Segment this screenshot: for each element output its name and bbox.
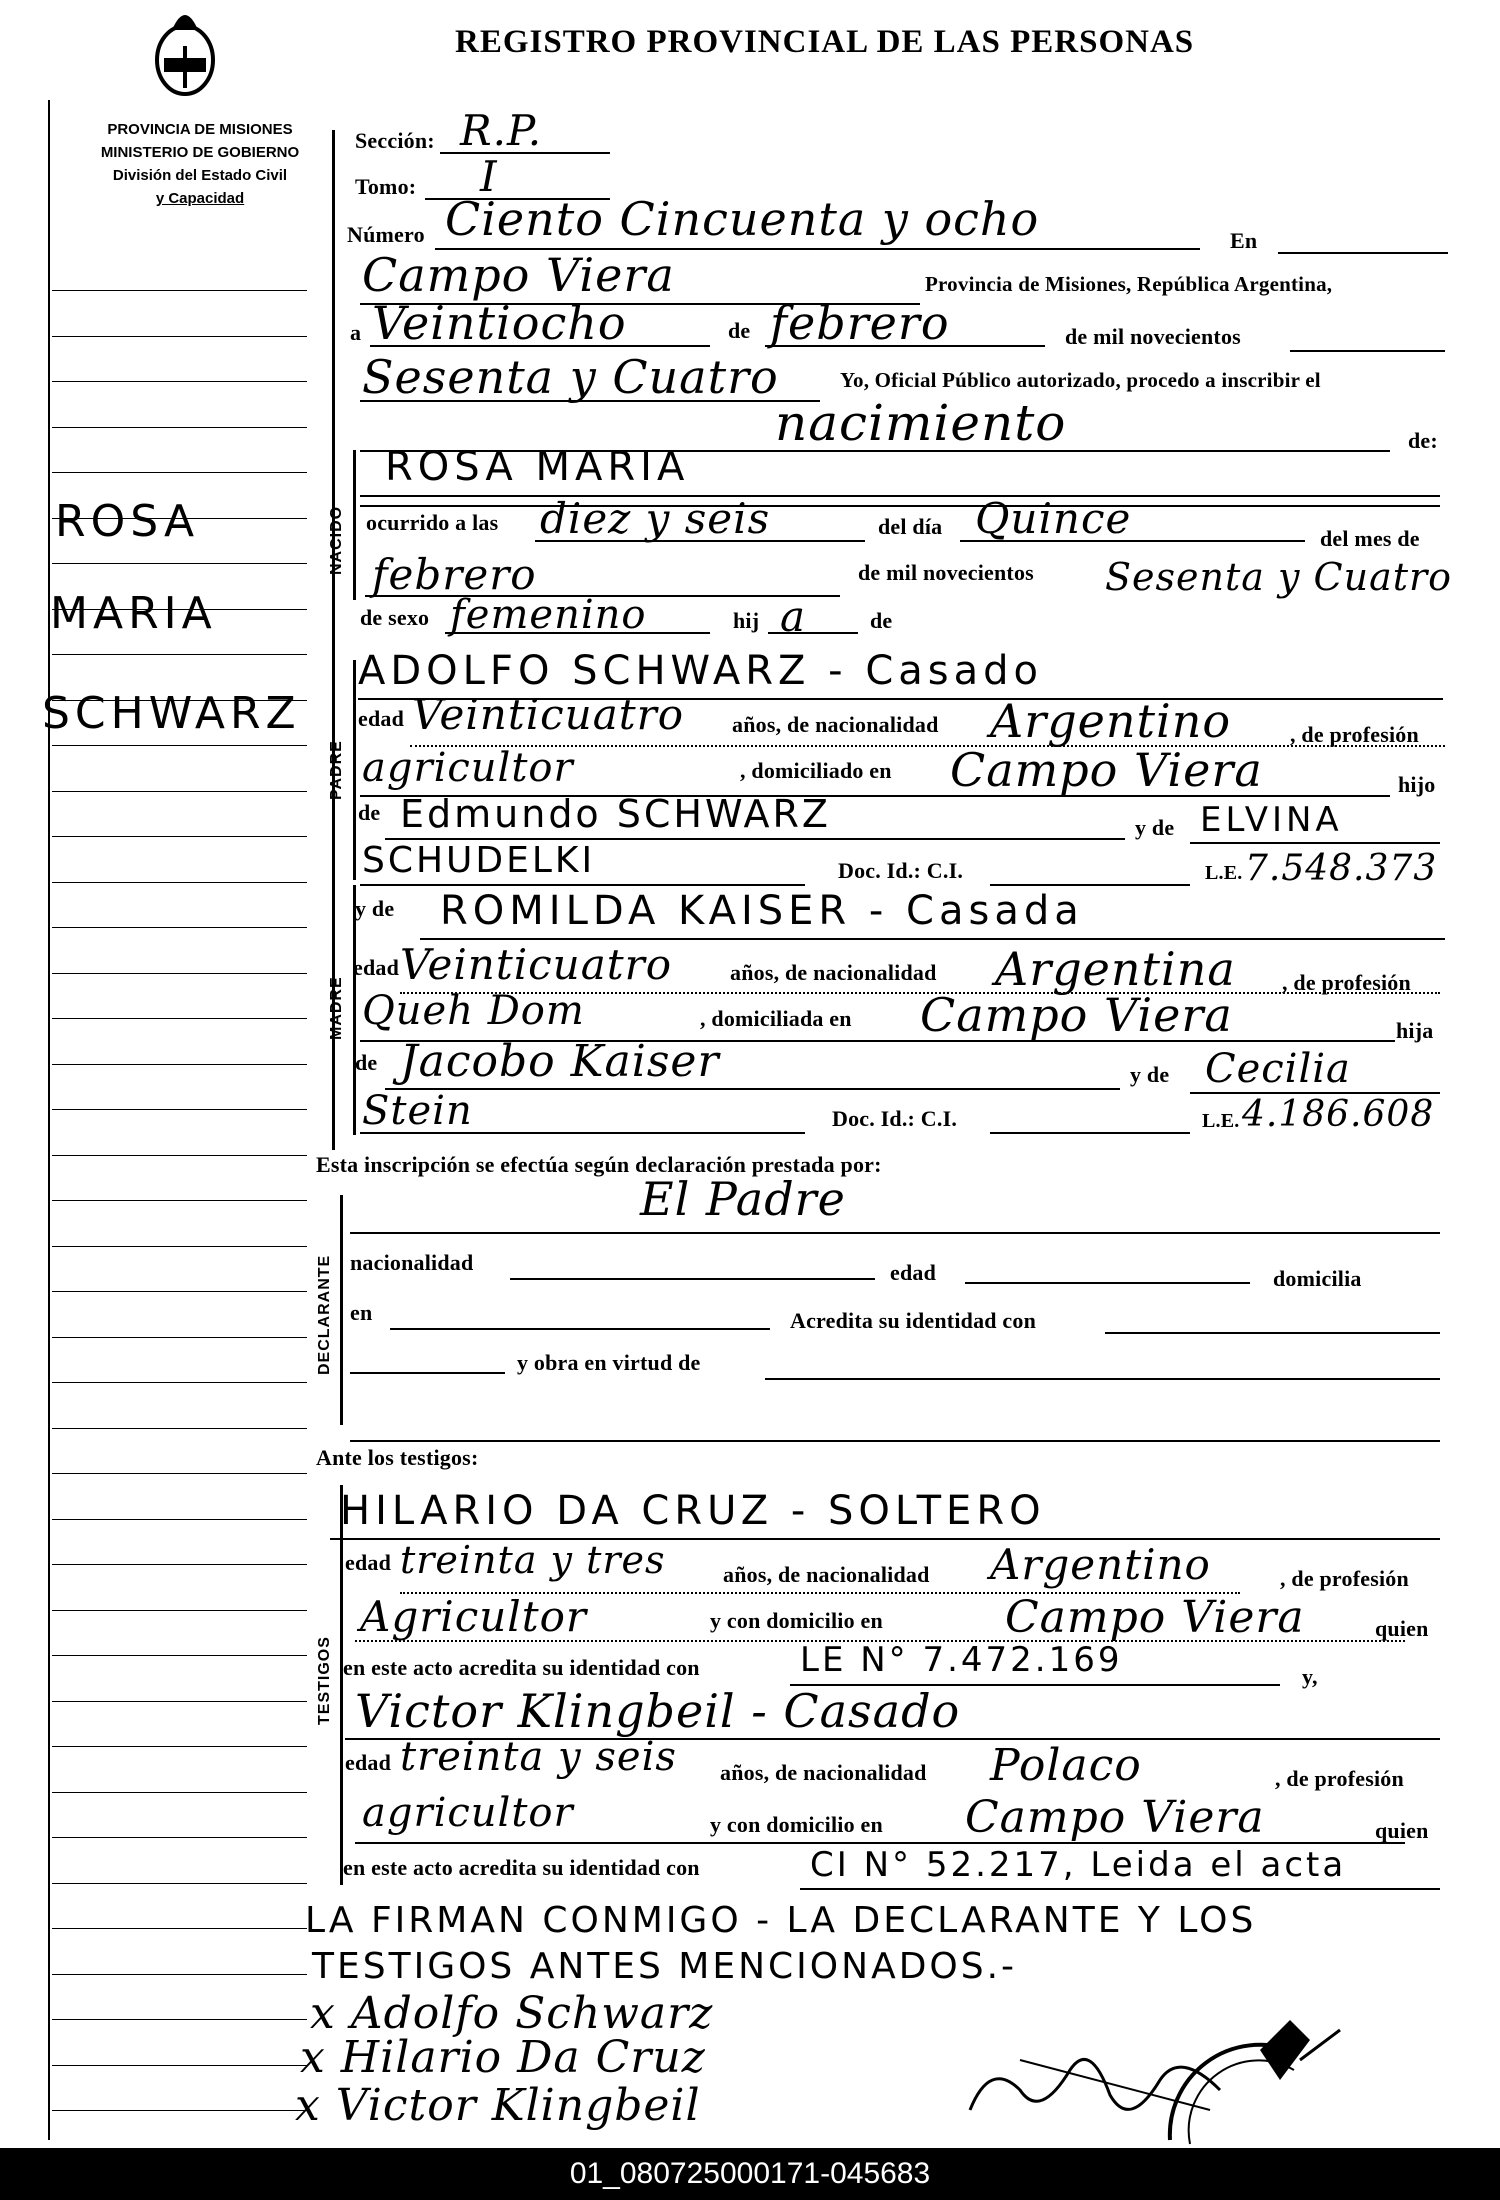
label-t1-acredita: en este acto acredita su identidad con [343,1655,700,1680]
label-de-mil: de mil novecientos [1065,324,1241,349]
section-border-madre [353,885,356,1135]
agency-capacidad: y Capacidad [155,190,245,207]
value-sexo: femenino [450,592,647,638]
margin-line [52,2019,307,2020]
label-madre-le: L.E. [1202,1110,1240,1132]
closing-line-2: TESTIGOS ANTES MENCIONADOS.- [312,1946,1018,1987]
label-hij: hij [733,608,760,633]
label-madre-anos: años, de nacionalidad [730,960,937,985]
line-padre-doc [990,884,1190,886]
label-declarante-domicilia: domicilia [1273,1266,1362,1291]
value-madre-domicilio: Campo Viera [920,988,1233,1042]
margin-line [52,836,307,837]
label-de-sexo: de sexo [360,605,430,630]
section-label-padre: PADRE [328,740,345,800]
value-seccion: R.P. [460,106,543,155]
value-t2-domicilio: Campo Viera [965,1792,1265,1843]
line-abuela-mat-2 [360,1132,805,1134]
document-title: REGISTRO PROVINCIAL DE LAS PERSONAS [455,24,1195,60]
label-declarante-acredita: Acredita su identidad con [790,1308,1037,1333]
margin-line [52,1246,307,1247]
label-tomo: Tomo: [355,174,417,199]
label-de-colon: de: [1408,428,1438,453]
label-t2-profesion: , de profesión [1275,1766,1404,1791]
margin-line [52,336,307,337]
value-tomo: I [480,152,498,201]
official-stamp-icon [1160,2040,1300,2148]
margin-line [52,927,307,928]
margin-line [52,427,307,428]
label-provincia: Provincia de Misiones, República Argentina, [925,272,1333,296]
line-en [1278,252,1448,254]
label-t2-anos: años, de nacionalidad [720,1760,927,1785]
label-hijo: hijo [1398,772,1436,797]
value-t2-profesion: agricultor [362,1790,574,1836]
label-t1-domicilio: y con domicilio en [710,1608,883,1633]
margin-name-first: ROSA [55,496,200,547]
label-t1-anos: años, de nacionalidad [723,1562,930,1587]
margin-line [52,1337,307,1338]
footer-barcode-id: 01_080725000171-045683 [0,2148,1500,2200]
line-dia-nac [960,540,1305,542]
value-madre-edad: Veinticuatro [400,940,672,989]
margin-line [52,1382,307,1383]
section-label-testigos: TESTIGOS [316,1636,333,1725]
margin-line [52,791,307,792]
line-madre-doc [990,1132,1190,1134]
line-declarante-obra-pre [350,1372,505,1374]
margin-line [52,1837,307,1838]
line-declarante [350,1232,1440,1234]
value-nombre: ROSA MARIA [385,444,690,490]
value-padre-nacionalidad: Argentino [990,694,1232,748]
value-madre-nacionalidad: Argentina [995,942,1236,996]
value-abuela-pat-1: ELVINA [1200,800,1343,840]
signature-father: x Adolfo Schwarz [310,1988,714,2039]
label-en: En [1230,228,1258,253]
label-t1-profesion: , de profesión [1280,1566,1409,1591]
line-t2-prof [355,1842,1405,1844]
label-de-mil-2: de mil novecientos [858,560,1034,585]
left-page-border [48,100,50,2140]
value-t1-doc: LE N° 7.472.169 [800,1640,1123,1680]
margin-line [52,1109,307,1110]
line-dia [370,345,710,347]
margin-name-surname: SCHWARZ [42,688,301,739]
line-declarante-obra [765,1378,1440,1380]
margin-name-second: MARIA [50,588,217,639]
label-padre-edad: edad [358,706,405,731]
margin-line [52,1928,307,1929]
margin-line [52,1655,307,1656]
label-declarante-en: en [350,1300,373,1325]
margin-line [52,745,307,746]
agency-division: División del Estado Civil [112,167,288,184]
section-border-nacido [353,450,356,600]
label-t1-quien: quien [1375,1616,1429,1641]
value-testigo2: Victor Klingbeil - Casado [355,1684,961,1738]
label-padre-doc: Doc. Id.: C.I. [838,858,964,883]
agency-block [70,118,330,210]
label-numero: Número [347,222,425,247]
coat-of-arms-icon [150,0,220,100]
margin-line [52,1610,307,1611]
label-t2-acredita: en este acto acredita su identidad con [343,1855,700,1880]
value-abuelo-mat: Jacobo Kaiser [400,1036,720,1087]
value-madre-le: 4.186.608 [1242,1094,1435,1135]
value-abuela-mat-2: Stein [362,1088,473,1134]
label-esta-inscripcion: Esta inscripción se efectúa según declaración prestada por: [316,1152,882,1177]
line-sexo [445,632,710,634]
margin-line [52,563,307,564]
label-y-de-mat: y de [1130,1062,1170,1087]
line-abuela-pat [1190,842,1440,844]
margin-line [52,1064,307,1065]
label-t2-quien: quien [1375,1818,1429,1843]
section-border-declarante [340,1195,343,1425]
line-seccion [440,152,610,154]
value-padre: ADOLFO SCHWARZ - Casado [358,648,1043,694]
margin-line [52,1018,307,1019]
margin-line [52,2065,307,2066]
value-hij-suffix: a [780,592,807,641]
value-anio-nac: Sesenta y Cuatro [1105,555,1453,599]
section-border-padre [353,660,356,880]
label-ocurrido: ocurrido a las [366,510,499,535]
value-madre: ROMILDA KAISER - Casada [440,888,1084,934]
value-dia-nac: Quince [975,494,1132,543]
margin-line [52,1428,307,1429]
closing-line-1: LA FIRMAN CONMIGO - LA DECLARANTE Y LOS [305,1900,1257,1941]
label-seccion: Sección: [355,128,435,153]
label-madre-profesion: , de profesión [1282,970,1411,995]
value-madre-profesion: Queh Dom [362,988,585,1034]
label-padre-le: L.E. [1205,862,1243,884]
line-abuela-pat-2 [360,884,805,886]
margin-line [52,1473,307,1474]
line-hij [768,632,858,634]
label-del-dia: del día [878,514,943,539]
line-hora [535,540,865,542]
value-padre-edad: Veinticuatro [412,690,684,739]
label-de-padres: de [870,608,893,633]
value-t1-domicilio: Campo Viera [1005,1592,1305,1643]
margin-line [52,973,307,974]
label-declarante-obra: y obra en virtud de [517,1350,701,1375]
line-nombre-2 [360,505,1440,507]
label-yo-oficial: Yo, Oficial Público autorizado, procedo a inscribir el [840,368,1321,392]
margin-line [52,290,307,291]
margin-line [52,1883,307,1884]
line-declarante-nacionalidad [510,1278,875,1280]
value-abuela-mat-1: Cecilia [1205,1046,1351,1092]
value-anio-inscripcion: Sesenta y Cuatro [362,350,779,404]
line-declarante-edad [965,1282,1250,1284]
value-t2-nacionalidad: Polaco [990,1740,1142,1791]
value-acto: nacimiento [775,394,1067,452]
label-de-abuelo-mat: de [355,1050,378,1075]
section-label-nacido: NACIDO [328,505,345,575]
line-declarante-en [390,1328,770,1330]
label-madre-doc: Doc. Id.: C.I. [832,1106,958,1131]
value-abuelo-pat: Edmundo SCHWARZ [400,792,831,836]
label-a: a [350,320,362,345]
value-t1-edad: treinta y tres [400,1538,666,1582]
margin-line [52,1291,307,1292]
line-anio [360,400,820,402]
signature-witness-2: x Victor Klingbeil [295,2080,701,2131]
label-madre-domicilio: , domiciliada en [700,1006,852,1031]
value-testigo1: HILARIO DA CRUZ - SOLTERO [340,1488,1046,1534]
label-y-de-pat: y de [1135,815,1175,840]
value-hora: diez y seis [540,494,771,543]
line-t2-doc [800,1888,1440,1890]
margin-line [52,882,307,883]
line-de-mil [1290,350,1445,352]
label-padre-anos: años, de nacionalidad [732,712,939,737]
label-t2-domicilio: y con domicilio en [710,1812,883,1837]
value-padre-le: 7.548.373 [1245,848,1438,889]
value-t1-nacionalidad: Argentino [990,1540,1211,1589]
label-declarante-edad: edad [890,1260,937,1285]
value-numero: Ciento Cincuenta y ocho [445,192,1040,246]
label-y-de-madre: y de [355,896,395,921]
line-declarante-acredita [1105,1332,1440,1334]
label-t2-edad: edad [345,1750,392,1775]
margin-line [52,1792,307,1793]
margin-line [52,654,307,655]
section-label-declarante: DECLARANTE [316,1254,333,1375]
value-padre-domicilio: Campo Viera [950,743,1263,797]
label-ante-testigos: Ante los testigos: [316,1445,479,1470]
value-abuela-pat-2: SCHUDELKI [362,840,596,881]
section-border-testigos [340,1485,343,1885]
label-hija: hija [1396,1018,1434,1043]
label-y-comma: y, [1302,1664,1318,1689]
label-t1-edad: edad [345,1550,392,1575]
label-de-abuelo-pat: de [358,800,381,825]
signature-witness-1: x Hilario Da Cruz [300,2032,706,2083]
value-t2-edad: treinta y seis [400,1734,677,1780]
margin-line [52,1200,307,1201]
margin-line [52,472,307,473]
label-madre-edad: edad [353,955,400,980]
agency-ministry: MINISTERIO DE GOBIERNO [100,144,300,161]
margin-line [52,381,307,382]
margin-line [52,1701,307,1702]
value-t2-doc: CI N° 52.217, Leida el acta [810,1845,1347,1885]
label-padre-profesion: , de profesión [1290,722,1419,747]
margin-line [52,1564,307,1565]
value-mes-inscripcion: febrero [770,296,950,350]
value-mes-nac: febrero [372,550,537,599]
margin-line [52,1974,307,1975]
value-t1-profesion: Agricultor [360,1592,587,1641]
label-padre-domicilio: , domiciliado en [740,758,892,783]
margin-line [52,1519,307,1520]
line-abuelo-mat [385,1088,1120,1090]
margin-line [52,2110,307,2111]
value-lugar: Campo Viera [362,248,675,302]
margin-line [52,1155,307,1156]
label-declarante-nacionalidad: nacionalidad [350,1250,474,1275]
label-de: de [728,318,751,343]
line-declarante-extra [350,1440,1440,1442]
value-padre-profesion: agricultor [362,745,574,791]
label-del-mes: del mes de [1320,526,1420,551]
margin-line [52,1746,307,1747]
line-nombre [360,495,1440,497]
value-dia-inscripcion: Veintiocho [372,296,627,350]
value-declarante: El Padre [640,1172,846,1226]
section-label-madre: MADRE [328,976,345,1040]
line-mes [765,345,1045,347]
agency-province: PROVINCIA DE MISIONES [107,121,293,138]
